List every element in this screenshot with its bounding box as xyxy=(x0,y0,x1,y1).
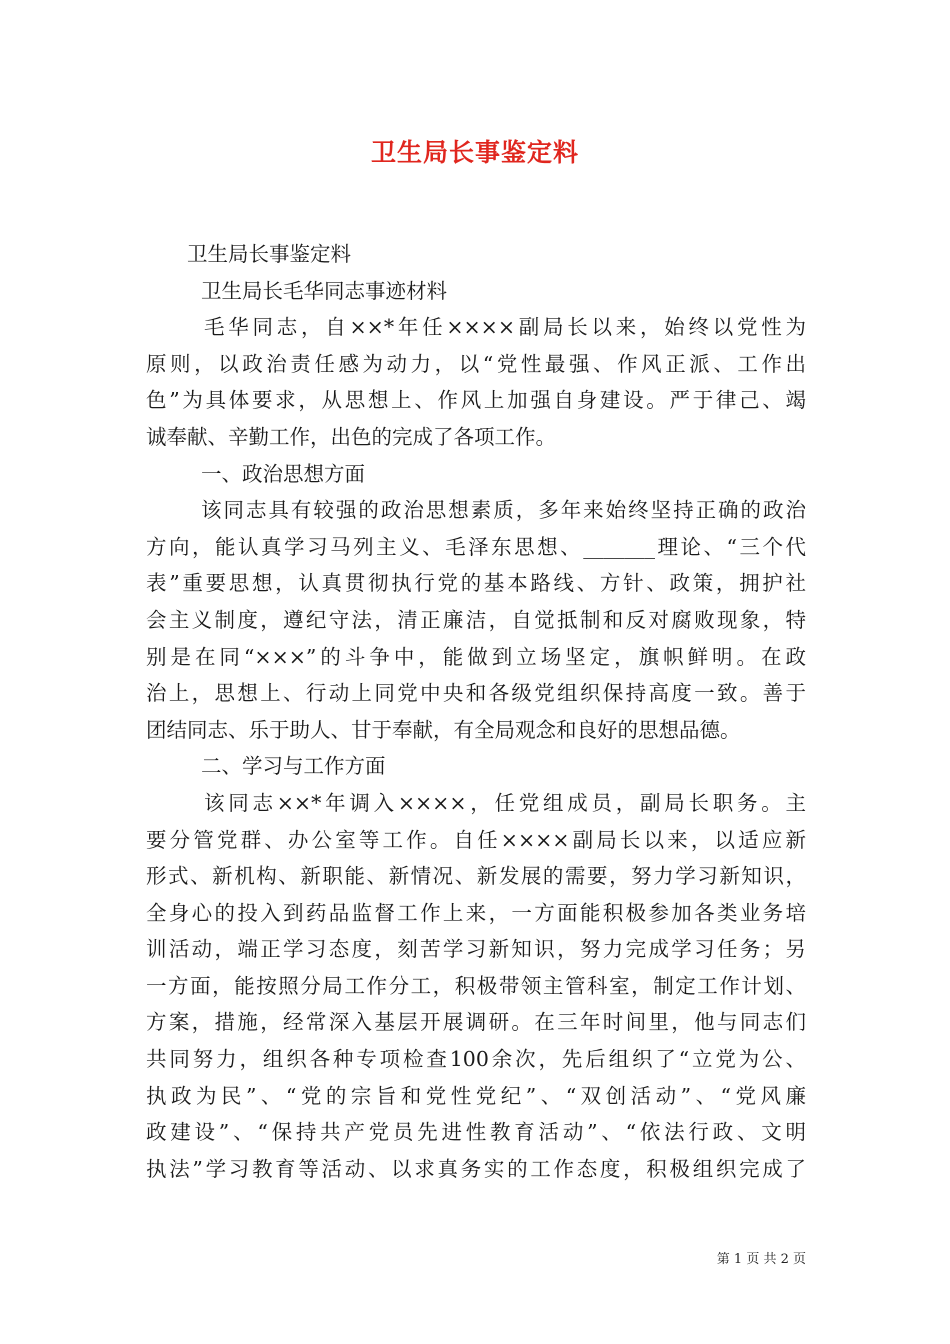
paragraph-line: 全身心的投入到药品监督工作上来，一方面能积极参加各类业务培 xyxy=(146,900,806,925)
paragraph-line: 团结同志、乐于助人、甘于奉献，有全局观念和良好的思想品德。 xyxy=(146,717,741,742)
paragraph-line: 共同努力，组织各种专项检查100余次，先后组织了“立党为公、 xyxy=(146,1047,806,1072)
section-heading: 二、学习与工作方面 xyxy=(201,754,386,779)
paragraph-line: 会主义制度，遵纪守法，清正廉洁，自觉抵制和反对腐败现象，特 xyxy=(146,607,806,632)
paragraph-line: 一方面，能按照分局工作分工，积极带领主管科室，制定工作计划、 xyxy=(146,973,806,998)
document-title: 卫生局长事鉴定料 xyxy=(370,138,579,167)
paragraph-line: 训活动，端正学习态度，刻苦学习新知识，努力完成学习任务；另 xyxy=(146,937,806,962)
paragraph-line: 该同志具有较强的政治思想素质，多年来始终坚持正确的政治 xyxy=(201,498,806,523)
paragraph-line: 治上，思想上、行动上同党中央和各级党组织保持高度一致。善于 xyxy=(146,681,806,706)
paragraph-line: 原则，以政治责任感为动力，以“党性最强、作风正派、工作出 xyxy=(146,351,806,376)
paragraph-line: 该同志××*年调入××××，任党组成员，副局长职务。主 xyxy=(204,790,806,815)
paragraph-line: 方案，措施，经常深入基层开展调研。在三年时间里，他与同志们 xyxy=(146,1010,806,1035)
paragraph-line: 色”为具体要求，从思想上、作风上加强自身建设。严于律己、竭 xyxy=(146,388,806,413)
document-body xyxy=(146,236,806,1187)
paragraph-line: 政建设”、“保持共产党员先进性教育活动”、“依法行政、文明 xyxy=(146,1120,806,1145)
paragraph-line: 执法”学习教育等活动、以求真务实的工作态度，积极组织完成了 xyxy=(146,1156,806,1181)
paragraph-line: 别是在同“×××”的斗争中，能做到立场坚定，旗帜鲜明。在政 xyxy=(146,644,806,669)
paragraph-line: 诚奉献、辛勤工作，出色的完成了各项工作。 xyxy=(146,424,556,449)
paragraph-line: 要分管党群、办公室等工作。自任××××副局长以来，以适应新 xyxy=(146,827,806,852)
paragraph-line: 表”重要思想，认真贯彻执行党的基本路线、方针、政策，拥护社 xyxy=(146,571,806,596)
paragraph-line: 执政为民”、“党的宗旨和党性党纪”、“双创活动”、“党风廉 xyxy=(146,1083,806,1108)
subtitle-line: 卫生局长事鉴定料 xyxy=(187,242,351,266)
subtitle-line: 卫生局长毛华同志事迹材料 xyxy=(201,278,447,303)
paragraph-line: 形式、新机构、新职能、新情况、新发展的需要，努力学习新知识， xyxy=(146,864,806,889)
page-number: 第 1 页 共 2 页 xyxy=(716,1252,806,1267)
section-heading: 一、政治思想方面 xyxy=(201,461,365,486)
paragraph-line: 方向，能认真学习马列主义、毛泽东思想、_______理论、“三个代 xyxy=(146,534,806,559)
paragraph-line: 毛华同志，自××*年任××××副局长以来，始终以党性为 xyxy=(204,315,806,340)
